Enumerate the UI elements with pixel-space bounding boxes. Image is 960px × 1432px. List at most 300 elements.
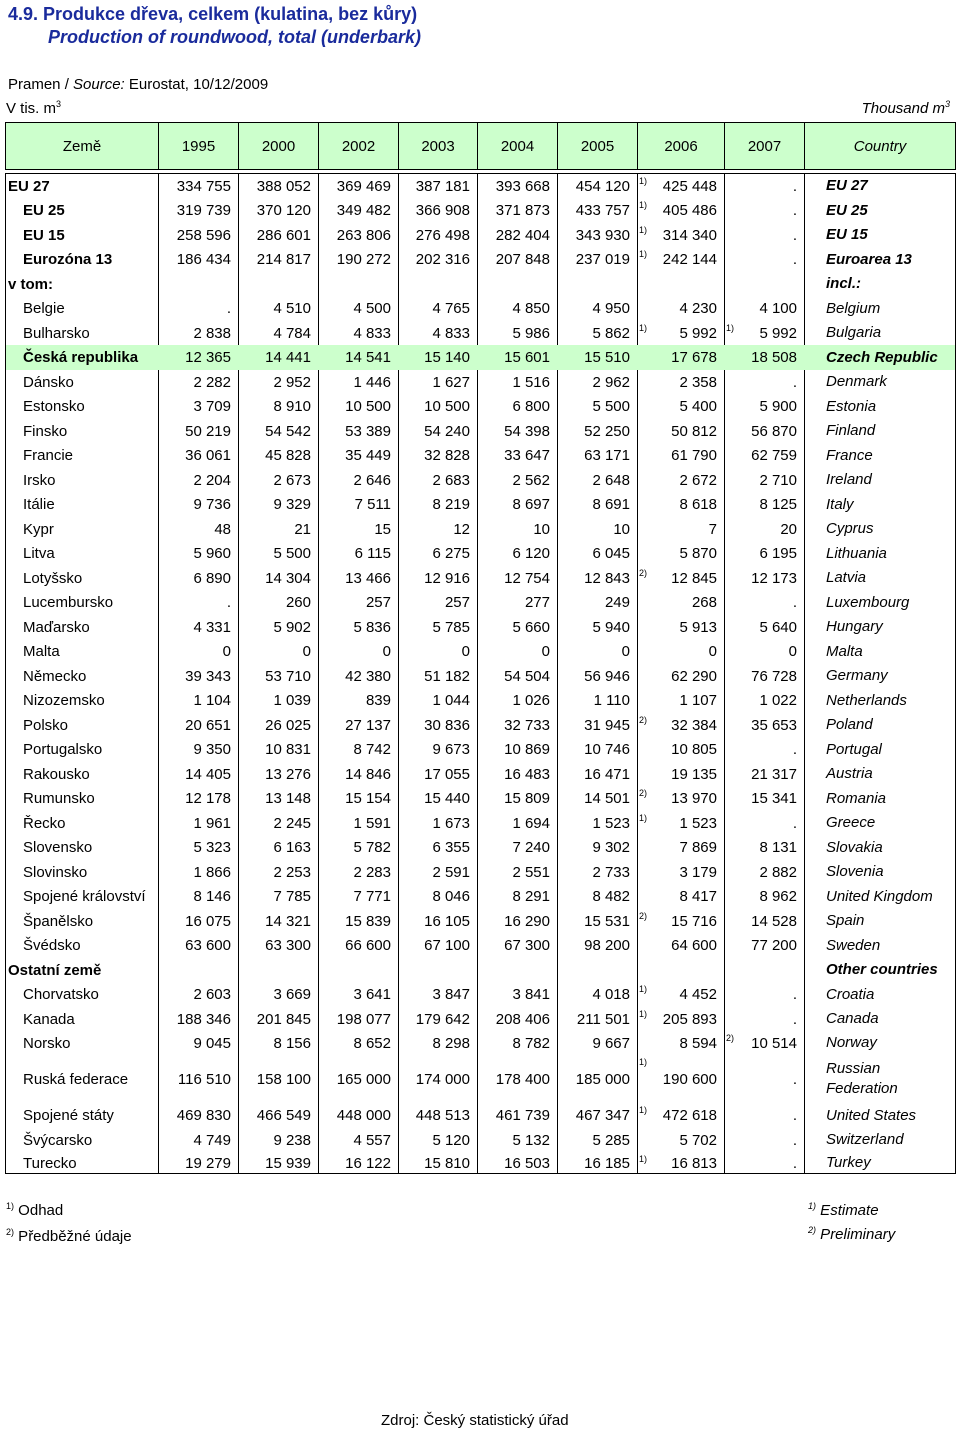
table-cell: 0 xyxy=(621,643,630,660)
table-cell: 8 298 xyxy=(432,1034,470,1052)
table-cell: 15 531 xyxy=(584,912,630,930)
table-cell: 26 025 xyxy=(265,716,311,734)
table-cell: 276 498 xyxy=(415,226,470,244)
table-cell: 8 125 xyxy=(759,496,797,513)
table-cell: 9 350 xyxy=(193,741,231,758)
table-cell: 388 052 xyxy=(256,177,311,195)
table-cell: 178 400 xyxy=(495,1070,550,1088)
row-label-cz: Česká republika xyxy=(23,349,139,366)
table-cell: 448 513 xyxy=(415,1107,470,1124)
table-cell: 116 510 xyxy=(177,1070,231,1088)
table-cell: . xyxy=(792,1107,797,1124)
bottom-source: Zdroj: Český statistický úřad xyxy=(381,1412,569,1429)
table-cell: 9 667 xyxy=(592,1034,630,1052)
table-cell: 4 510 xyxy=(273,300,311,317)
table-cell xyxy=(238,272,318,296)
table-row xyxy=(6,198,955,223)
row-label-en: France xyxy=(826,446,873,464)
table-cell: 10 805 xyxy=(671,741,717,758)
table-cell: 63 600 xyxy=(185,937,231,954)
table-cell: 7 869 xyxy=(679,839,717,856)
row-label-en: Lithuania xyxy=(826,544,887,562)
table-cell xyxy=(477,272,557,296)
table-cell: . xyxy=(792,1070,797,1088)
table-cell: 8 046 xyxy=(432,888,470,905)
row-label-cz: EU 27 xyxy=(8,177,50,195)
table-cell: 1 022 xyxy=(759,692,797,709)
row-label-cz: Portugalsko xyxy=(23,741,103,758)
table-cell: 15 939 xyxy=(265,1154,311,1172)
table-cell: 349 482 xyxy=(336,202,391,219)
table-cell: 7 511 xyxy=(354,496,391,513)
table-cell: 5 702 xyxy=(679,1131,717,1149)
table-cell: 32 828 xyxy=(424,447,470,464)
table-cell: 19 135 xyxy=(671,765,717,783)
table-cell: 50 812 xyxy=(671,422,717,440)
row-label-cz: EU 25 xyxy=(23,202,65,219)
table-cell: 405 486 xyxy=(662,202,717,219)
table-cell: 6 045 xyxy=(592,545,630,562)
table-cell: 6 355 xyxy=(432,839,470,856)
table-cell: 1 516 xyxy=(512,373,550,391)
table-cell: 9 238 xyxy=(273,1131,311,1149)
table-row xyxy=(6,590,955,615)
table-cell: 53 710 xyxy=(265,667,311,685)
table-cell: 8 146 xyxy=(193,888,231,905)
table-cell: 9 673 xyxy=(432,741,470,758)
table-cell: 5 986 xyxy=(512,324,550,342)
table-row xyxy=(6,174,955,198)
footnote-marker: 1) xyxy=(639,225,648,235)
row-label-cz: Francie xyxy=(23,447,74,464)
table-cell: 214 817 xyxy=(256,251,311,268)
table-cell: 42 380 xyxy=(345,667,391,685)
table-cell: 4 833 xyxy=(432,324,470,342)
table-cell xyxy=(557,272,637,296)
row-label-cz: Lucembursko xyxy=(23,594,114,611)
data-table xyxy=(5,173,956,1174)
footnote-marker: 1) xyxy=(639,1057,648,1067)
table-cell: 839 xyxy=(365,692,391,709)
table-cell: 31 945 xyxy=(584,716,630,734)
table-cell: 32 733 xyxy=(504,716,550,734)
table-cell: 2 358 xyxy=(679,373,717,391)
table-cell xyxy=(557,958,637,982)
row-label-cz: Malta xyxy=(23,643,60,660)
table-cell: 16 075 xyxy=(185,912,231,930)
table-cell: 35 449 xyxy=(345,447,391,464)
table-cell: 268 xyxy=(691,594,717,611)
table-row xyxy=(6,933,955,958)
table-row xyxy=(6,639,955,664)
row-label-en: Euroarea 13 xyxy=(826,250,912,268)
table-cell: 16 471 xyxy=(584,765,630,783)
header-year: 2002 xyxy=(319,123,399,169)
table-cell: 52 250 xyxy=(584,422,630,440)
table-cell: 14 846 xyxy=(345,765,391,783)
table-cell: 56 870 xyxy=(751,422,797,440)
table-cell: 12 916 xyxy=(424,569,470,587)
table-cell: 2 283 xyxy=(353,863,391,881)
table-cell: 15 510 xyxy=(584,349,630,366)
table-cell: 12 365 xyxy=(185,349,231,366)
row-label-cz: Dánsko xyxy=(23,373,74,391)
table-cell: 56 946 xyxy=(584,667,630,685)
row-label-en: Turkey xyxy=(826,1154,871,1171)
table-cell: 201 845 xyxy=(256,1010,311,1028)
row-label-cz: Spojené království xyxy=(23,888,146,905)
table-row xyxy=(6,835,955,860)
row-label-cz: Ruská federace xyxy=(23,1070,129,1088)
row-label-en: Czech Republic xyxy=(826,348,938,366)
table-cell: 4 833 xyxy=(353,324,391,342)
table-cell: 13 466 xyxy=(345,569,391,587)
table-cell: 3 709 xyxy=(193,398,231,415)
table-cell: 2 683 xyxy=(432,471,470,489)
row-label-cz: Rakousko xyxy=(23,765,90,783)
row-label-cz: Litva xyxy=(23,545,55,562)
table-cell: 3 669 xyxy=(273,986,311,1003)
table-cell: . xyxy=(792,986,797,1003)
table-cell: 14 541 xyxy=(345,349,391,366)
table-cell: 53 389 xyxy=(345,422,391,440)
table-cell: . xyxy=(792,202,797,219)
table-cell: 8 482 xyxy=(592,888,630,905)
row-label-en: Switzerland xyxy=(826,1131,904,1148)
table-cell: 4 765 xyxy=(432,300,470,317)
table-cell: 6 800 xyxy=(512,398,550,415)
table-cell: 66 600 xyxy=(345,937,391,954)
table-cell: 277 xyxy=(524,594,550,611)
table-cell: 4 452 xyxy=(679,986,717,1003)
table-cell: 54 398 xyxy=(504,422,550,440)
table-cell: 1 107 xyxy=(679,692,717,709)
table-cell: 5 500 xyxy=(592,398,630,415)
table-cell: 15 341 xyxy=(751,790,797,807)
table-cell: 13 276 xyxy=(265,765,311,783)
footnote-marker: 1) xyxy=(726,323,735,333)
table-cell: 14 304 xyxy=(265,569,311,587)
table-cell: 8 691 xyxy=(592,496,630,513)
header-year: 2006 xyxy=(638,123,725,169)
row-label-en: Romania xyxy=(826,789,887,807)
table-cell: 8 652 xyxy=(353,1034,391,1052)
table-cell: 6 195 xyxy=(759,545,797,562)
table-cell: 10 xyxy=(533,520,550,538)
table-cell: 21 xyxy=(294,520,311,538)
row-label-cz: Rumunsko xyxy=(23,790,95,807)
table-cell xyxy=(477,958,557,982)
table-cell: 32 384 xyxy=(671,716,717,734)
table-cell: 2 562 xyxy=(512,471,550,489)
table-cell: 4 784 xyxy=(273,324,311,342)
footnote-marker: 1) xyxy=(639,813,648,823)
row-label-en: Netherlands xyxy=(826,691,907,709)
table-row xyxy=(6,321,955,345)
table-cell: 185 000 xyxy=(575,1070,630,1088)
row-label-cz: Estonsko xyxy=(23,398,85,415)
row-label-cz: Německo xyxy=(23,667,87,685)
table-cell: 67 300 xyxy=(504,937,550,954)
table-cell: 36 061 xyxy=(185,447,231,464)
row-label-en: Belgium xyxy=(826,299,881,317)
header-year: 2005 xyxy=(558,123,638,169)
header-year: 2007 xyxy=(725,123,805,169)
table-row xyxy=(6,419,955,443)
table-cell: 207 848 xyxy=(495,251,550,268)
table-cell: 13 970 xyxy=(671,790,717,807)
table-cell: 366 908 xyxy=(415,202,470,219)
table-cell: 257 xyxy=(365,594,391,611)
table-cell: 8 156 xyxy=(273,1034,311,1052)
table-cell: 14 501 xyxy=(584,790,630,807)
table-cell: 8 131 xyxy=(759,839,797,856)
table-cell: 48 xyxy=(214,520,231,538)
table-row xyxy=(6,394,955,419)
row-label-en: Croatia xyxy=(826,985,875,1003)
table-cell: 5 323 xyxy=(193,839,231,856)
table-cell: 5 960 xyxy=(193,545,231,562)
table-row xyxy=(6,737,955,762)
table-cell: 467 347 xyxy=(575,1107,630,1124)
table-cell: 12 178 xyxy=(185,790,231,807)
table-cell: 15 809 xyxy=(504,790,550,807)
table-cell: 2 591 xyxy=(432,863,470,881)
table-cell: 190 600 xyxy=(662,1070,717,1088)
table-cell: 5 902 xyxy=(273,618,311,636)
table-cell: 6 163 xyxy=(273,839,311,856)
table-cell: 8 697 xyxy=(512,496,550,513)
table-cell: 1 961 xyxy=(193,814,231,832)
table-cell: 9 045 xyxy=(193,1034,231,1052)
table-cell: 448 000 xyxy=(336,1107,391,1124)
row-label-cz: Slovensko xyxy=(23,839,93,856)
table-cell: 10 869 xyxy=(504,741,550,758)
footnote-estimate-en: $^{1)}$ Estimate xyxy=(808,1201,879,1219)
table-cell: 0 xyxy=(541,643,550,660)
table-cell: 16 813 xyxy=(671,1154,717,1172)
table-row xyxy=(6,517,955,541)
row-label-cz: Švédsko xyxy=(23,937,81,954)
table-cell: 3 841 xyxy=(512,986,550,1003)
table-cell: 2 648 xyxy=(592,471,630,489)
row-label-en: Estonia xyxy=(826,397,877,415)
table-cell: 15 154 xyxy=(345,790,391,807)
table-cell: 5 992 xyxy=(759,324,797,342)
table-cell: 198 077 xyxy=(336,1010,391,1028)
table-cell: 2 245 xyxy=(273,814,311,832)
row-label-cz: Norsko xyxy=(23,1034,71,1052)
table-row xyxy=(6,713,955,737)
table-cell xyxy=(318,272,398,296)
table-cell: 63 171 xyxy=(584,447,630,464)
table-cell: 76 728 xyxy=(751,667,797,685)
table-cell: 461 739 xyxy=(495,1107,550,1124)
table-cell: 1 044 xyxy=(432,692,470,709)
table-cell: 7 xyxy=(708,520,717,538)
table-cell: 77 200 xyxy=(751,937,797,954)
table-cell: 14 405 xyxy=(185,765,231,783)
table-cell: 62 290 xyxy=(671,667,717,685)
table-cell: 67 100 xyxy=(424,937,470,954)
table-cell: 282 404 xyxy=(495,226,550,244)
row-label-cz: Ostatní země xyxy=(8,961,102,979)
row-label-cz: v tom: xyxy=(8,275,53,293)
table-cell: 30 836 xyxy=(424,716,470,734)
table-cell: 371 873 xyxy=(495,202,550,219)
row-label-cz: Chorvatsko xyxy=(23,986,99,1003)
table-cell: 16 503 xyxy=(504,1154,550,1172)
table-cell: 4 100 xyxy=(759,300,797,317)
table-cell: 10 500 xyxy=(345,398,391,415)
table-cell: 2 952 xyxy=(273,373,311,391)
table-cell: 1 866 xyxy=(193,863,231,881)
footnote-marker: 1) xyxy=(639,200,648,210)
table-cell: 1 039 xyxy=(273,692,311,709)
row-label-en: Greece xyxy=(826,814,876,831)
table-cell xyxy=(318,958,398,982)
table-cell: 433 757 xyxy=(575,202,630,219)
table-cell: 5 500 xyxy=(273,545,311,562)
table-row xyxy=(6,1103,955,1128)
row-label-cz: Eurozóna 13 xyxy=(23,251,113,268)
table-cell: 5 913 xyxy=(679,618,717,636)
table-cell: 12 xyxy=(453,520,470,538)
table-cell: 8 594 xyxy=(679,1034,717,1052)
footnote-marker: 2) xyxy=(726,1033,735,1043)
table-header xyxy=(5,122,956,170)
table-cell: 258 596 xyxy=(176,226,231,244)
table-cell: 6 275 xyxy=(432,545,470,562)
table-cell: 257 xyxy=(444,594,470,611)
table-row xyxy=(6,296,955,321)
footnote-preliminary-en: $^{2)}$ Preliminary xyxy=(808,1225,896,1243)
footnote-preliminary-cz: $^{2)}$ Předběžné údaje xyxy=(6,1227,132,1245)
table-cell: 39 343 xyxy=(185,667,231,685)
row-label-en: incl.: xyxy=(826,275,862,292)
table-row xyxy=(6,982,955,1007)
table-cell: 1 026 xyxy=(512,692,550,709)
table-cell: 5 900 xyxy=(759,398,797,415)
table-cell: 6 115 xyxy=(354,545,391,562)
table-cell: 158 100 xyxy=(256,1070,311,1088)
table-cell: 14 441 xyxy=(265,349,311,366)
table-cell: 242 144 xyxy=(662,251,717,268)
row-label-cz: Itálie xyxy=(23,496,55,513)
table-cell: 9 329 xyxy=(273,496,311,513)
row-label-en: Bulgaria xyxy=(826,324,882,341)
table-row xyxy=(6,345,955,370)
table-cell: 18 508 xyxy=(751,349,797,366)
table-row xyxy=(6,811,955,835)
table-cell: 202 316 xyxy=(415,251,470,268)
row-label-cz: EU 15 xyxy=(23,226,65,244)
table-cell: 7 771 xyxy=(353,888,391,905)
table-cell: 16 105 xyxy=(424,912,470,930)
table-cell: 5 285 xyxy=(592,1131,630,1149)
table-row xyxy=(6,884,955,909)
table-cell xyxy=(724,958,804,982)
table-row xyxy=(6,909,955,933)
table-cell: 263 806 xyxy=(336,226,391,244)
table-cell: . xyxy=(792,177,797,195)
table-cell: 5 640 xyxy=(759,618,797,636)
table-row xyxy=(6,860,955,884)
table-cell: 17 055 xyxy=(424,765,470,783)
table-row xyxy=(6,541,955,566)
table-cell: 1 591 xyxy=(353,814,391,832)
table-cell: . xyxy=(792,251,797,268)
table-row xyxy=(6,1128,955,1152)
row-label-cz: Slovinsko xyxy=(23,863,88,881)
table-cell: . xyxy=(792,1010,797,1028)
row-label-cz: Španělsko xyxy=(23,912,94,930)
table-cell: 208 406 xyxy=(495,1010,550,1028)
table-cell: 174 000 xyxy=(415,1070,470,1088)
footnote-marker: 1) xyxy=(639,249,648,259)
table-cell: 1 446 xyxy=(353,373,391,391)
table-cell: 9 302 xyxy=(592,839,630,856)
table-cell xyxy=(661,958,724,982)
row-label-en: Portugal xyxy=(826,740,882,758)
row-label-cz: Bulharsko xyxy=(23,324,90,342)
table-cell: 51 182 xyxy=(424,667,470,685)
row-label-en: EU 27 xyxy=(826,177,868,194)
table-cell: 16 122 xyxy=(345,1154,391,1172)
row-label-en: United Kingdom xyxy=(826,887,933,905)
table-cell: 16 483 xyxy=(504,765,550,783)
table-cell: 1 110 xyxy=(593,692,630,709)
table-cell xyxy=(661,272,724,296)
table-row xyxy=(6,468,955,492)
row-label-cz: Irsko xyxy=(23,471,56,489)
row-label-en: Hungary xyxy=(826,618,883,635)
table-cell: 17 678 xyxy=(671,349,717,366)
table-cell: 8 417 xyxy=(679,888,717,905)
table-cell: 14 528 xyxy=(751,912,797,930)
row-label-en: EU 15 xyxy=(826,226,868,243)
table-cell: 7 785 xyxy=(273,888,311,905)
footnote-marker: 1) xyxy=(639,1154,648,1164)
row-label-en: Latvia xyxy=(826,569,867,586)
table-cell: 33 647 xyxy=(504,447,550,464)
table-cell: 20 xyxy=(780,520,797,538)
table-row xyxy=(6,247,955,272)
table-cell: 10 514 xyxy=(751,1034,797,1052)
row-label-en: EU 25 xyxy=(826,201,868,219)
table-row xyxy=(6,1007,955,1031)
table-row xyxy=(6,272,955,296)
table-cell: 5 782 xyxy=(353,839,391,856)
row-label-en: Malta xyxy=(826,642,863,660)
row-label-en: Russian Federation xyxy=(826,1060,898,1097)
table-cell: 15 140 xyxy=(424,349,470,366)
table-cell: 10 xyxy=(613,520,630,538)
table-cell: 472 618 xyxy=(662,1107,717,1124)
table-cell: 2 551 xyxy=(512,863,550,881)
table-cell: 190 272 xyxy=(336,251,391,268)
table-cell: 286 601 xyxy=(256,226,311,244)
row-label-cz: Lotyšsko xyxy=(23,569,83,587)
footnote-marker: 2) xyxy=(639,788,648,798)
table-cell: 10 746 xyxy=(584,741,630,758)
row-label-en: Austria xyxy=(826,765,873,782)
table-cell: 12 754 xyxy=(504,569,550,587)
table-cell: 45 828 xyxy=(265,447,311,464)
row-label-en: Slovenia xyxy=(826,863,884,880)
row-label-en: Spain xyxy=(826,912,865,929)
table-cell: 165 000 xyxy=(336,1070,391,1088)
